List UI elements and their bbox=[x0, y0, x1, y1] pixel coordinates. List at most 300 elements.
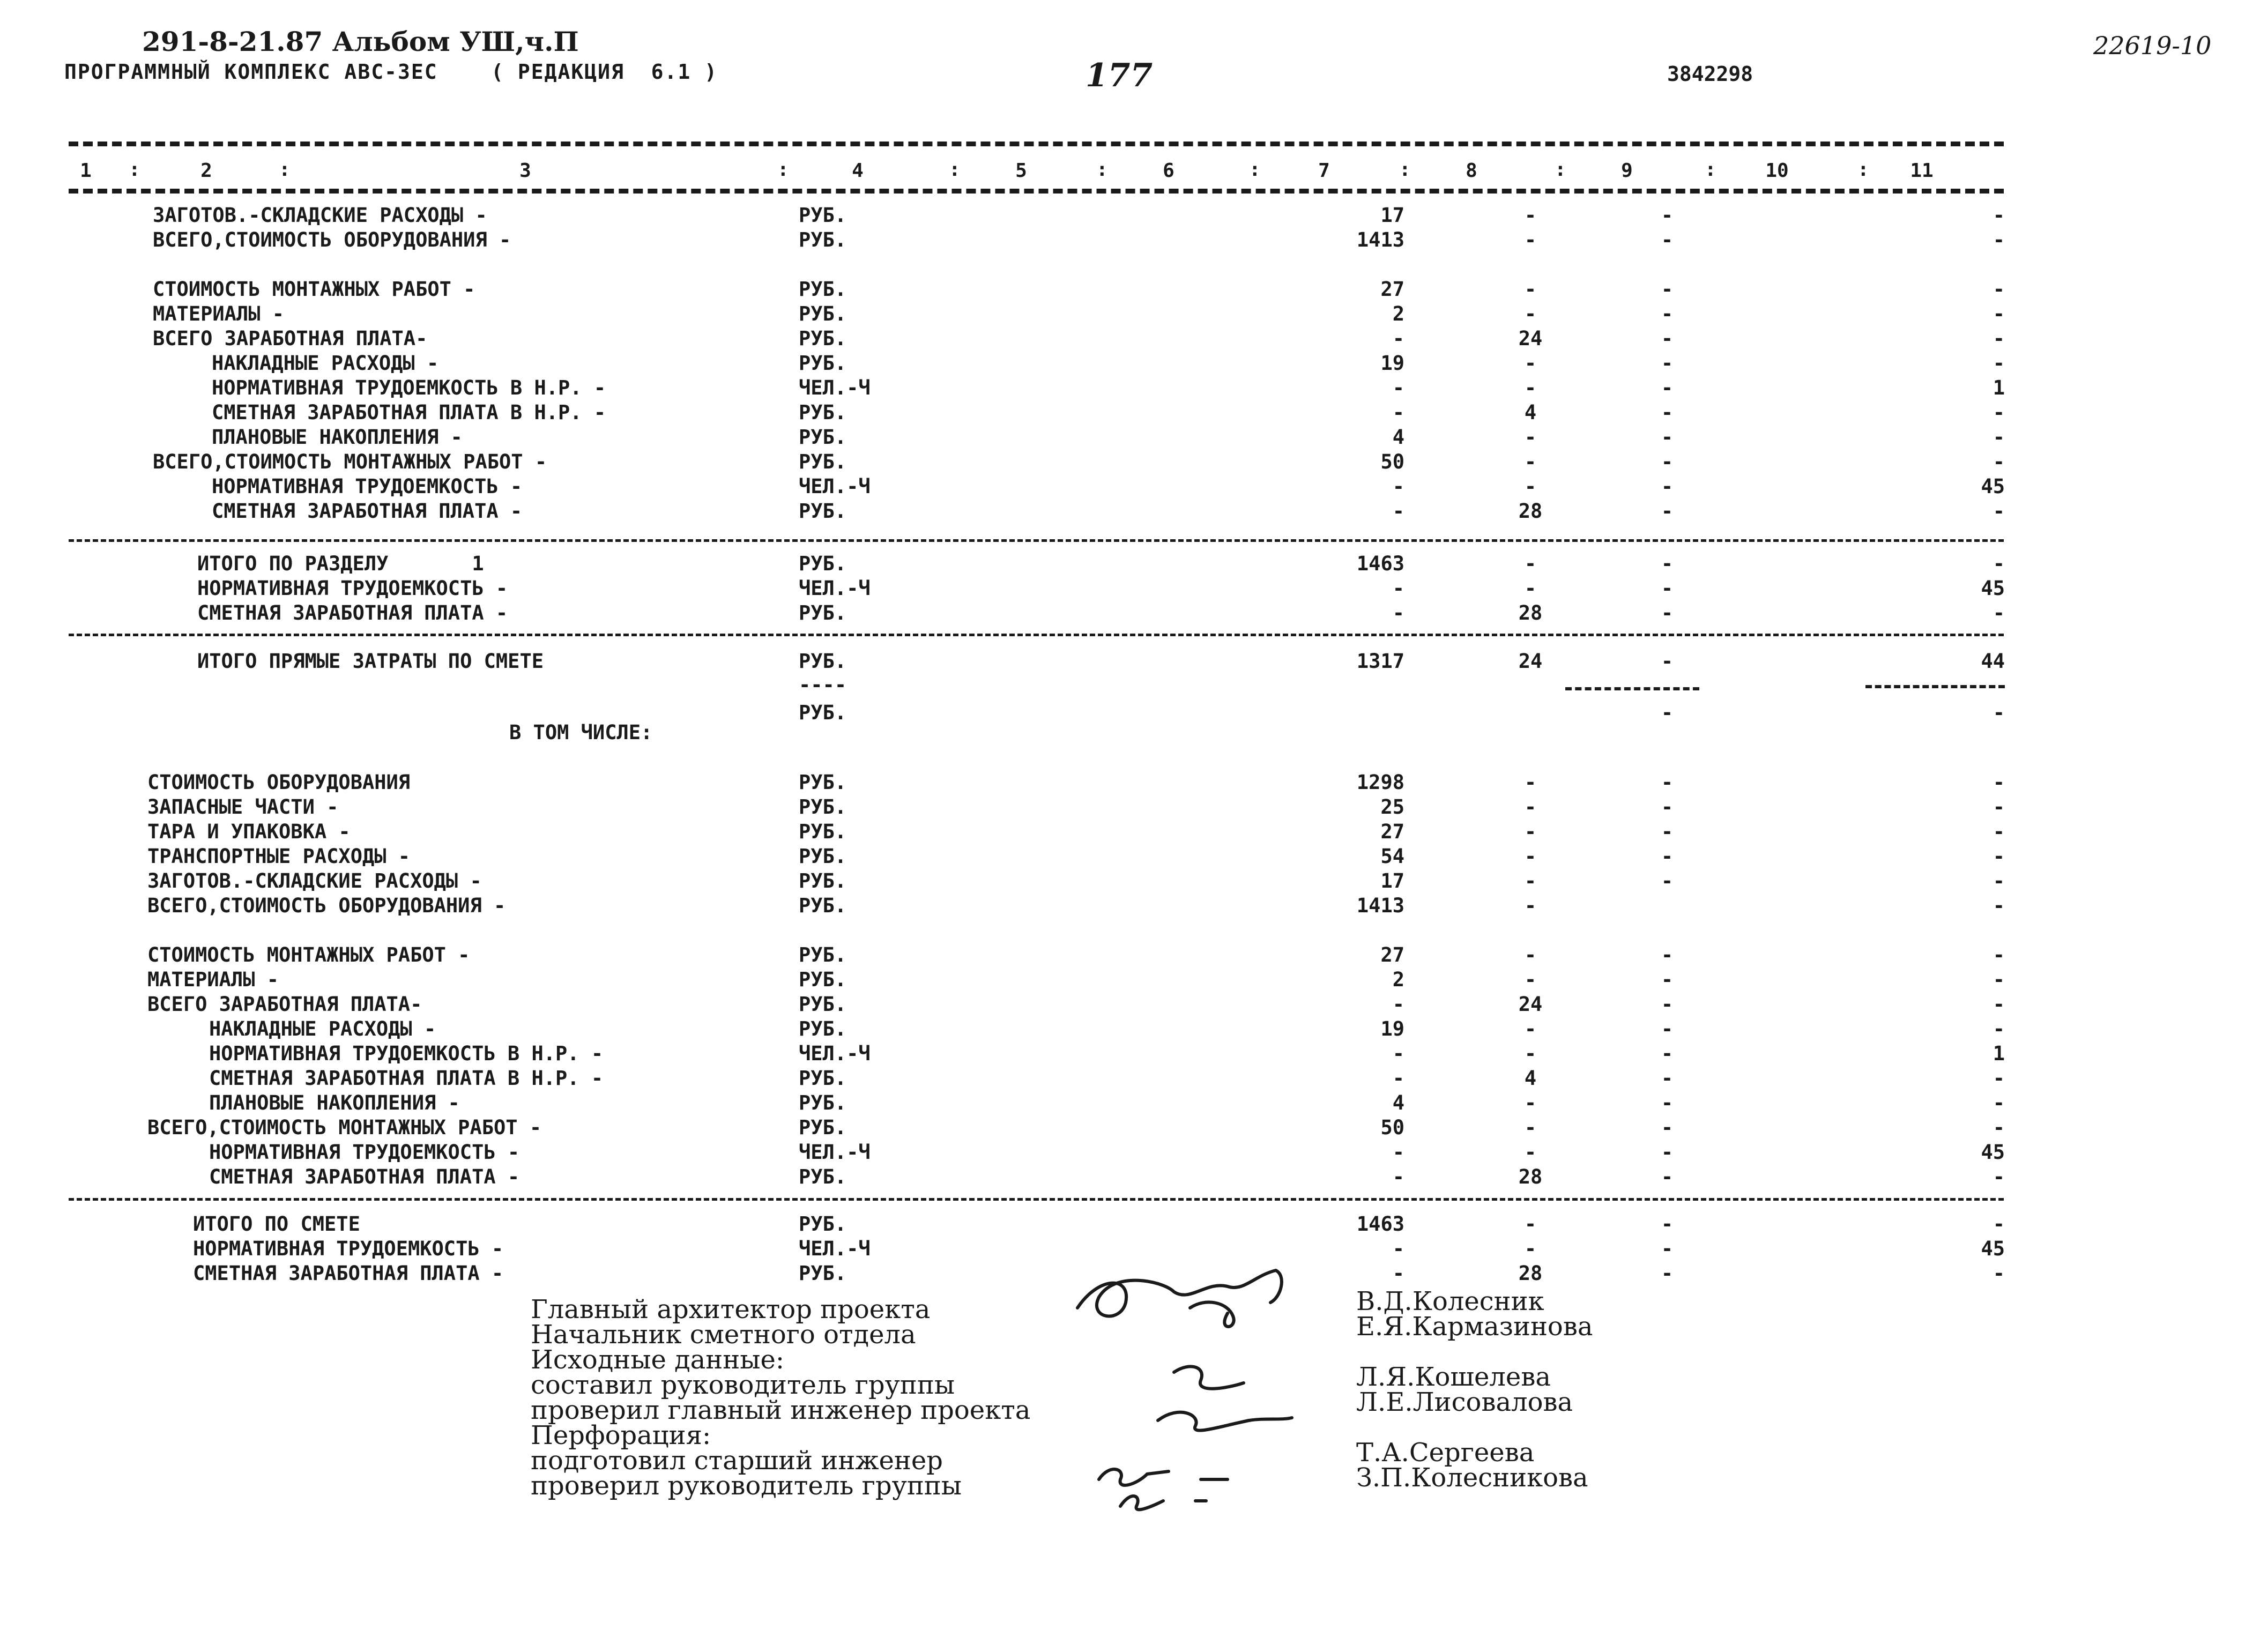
row-col-8: - bbox=[1524, 795, 1537, 818]
column-separator: : bbox=[949, 159, 961, 181]
row-label: ВСЕГО,СТОИМОСТЬ МОНТАЖНЫХ РАБОТ - bbox=[153, 450, 547, 473]
row-col-9: - bbox=[1661, 968, 1674, 991]
row-label: СМЕТНАЯ ЗАРАБОТНАЯ ПЛАТА В Н.Р. - bbox=[209, 1067, 604, 1090]
direct-costs-c9-second: - bbox=[1661, 701, 1674, 724]
row-col-9: - bbox=[1661, 352, 1674, 375]
row-col-11: 45 bbox=[1981, 475, 2005, 498]
table-row bbox=[0, 1141, 2260, 1166]
signature-names bbox=[1356, 1286, 1593, 1493]
table-row bbox=[0, 475, 2260, 501]
row-col-8: - bbox=[1524, 1042, 1537, 1065]
row-col-11: - bbox=[1993, 302, 2005, 325]
table-row bbox=[0, 552, 2260, 578]
table-row bbox=[0, 426, 2260, 451]
row-col-11: - bbox=[1993, 327, 2005, 350]
row-col-9: - bbox=[1661, 552, 1674, 575]
row-label: СМЕТНАЯ ЗАРАБОТНАЯ ПЛАТА - bbox=[212, 500, 523, 523]
row-label: СМЕТНАЯ ЗАРАБОТНАЯ ПЛАТА В Н.Р. - bbox=[212, 401, 606, 424]
column-separator: : bbox=[1249, 159, 1261, 181]
row-col-9: - bbox=[1661, 795, 1674, 818]
table-row bbox=[0, 577, 2260, 602]
row-label: ВСЕГО,СТОИМОСТЬ ОБОРУДОВАНИЯ - bbox=[153, 228, 511, 251]
row-col-8: - bbox=[1524, 450, 1537, 473]
row-label: СМЕТНАЯ ЗАРАБОТНАЯ ПЛАТА - bbox=[209, 1165, 520, 1188]
program-title: ПРОГРАММНЫЙ КОМПЛЕКС АВС-3ЕС ( РЕДАКЦИЯ 6.1 ) bbox=[64, 60, 718, 84]
row-unit: РУБ. bbox=[799, 1212, 847, 1236]
row-label: НОРМАТИВНАЯ ТРУДОЕМКОСТЬ - bbox=[193, 1237, 504, 1260]
sig-name: Л.Я.Кошелева bbox=[1356, 1362, 1551, 1392]
table-row bbox=[0, 500, 2260, 525]
row-label: НАКЛАДНЫЕ РАСХОДЫ - bbox=[212, 352, 439, 375]
row-unit: РУБ. bbox=[799, 426, 847, 449]
row-col-11: - bbox=[1993, 894, 2005, 917]
row-col-11: - bbox=[1993, 552, 2005, 575]
table-row bbox=[0, 845, 2260, 870]
table-row bbox=[0, 894, 2260, 920]
row-col-11: 45 bbox=[1981, 1237, 2005, 1260]
signature-titles bbox=[531, 1294, 1031, 1501]
sig-title: Начальник сметного отдела bbox=[531, 1320, 916, 1350]
row-unit: РУБ. bbox=[799, 771, 847, 794]
row-col-11: - bbox=[1993, 1091, 2005, 1114]
row-label: ЗАГОТОВ.-СКЛАДСКИЕ РАСХОДЫ - bbox=[153, 204, 487, 227]
table-row bbox=[0, 376, 2260, 402]
direct-costs-unit-dash: ---- bbox=[799, 673, 847, 696]
column-header-bottom-rule bbox=[69, 189, 2004, 194]
table-row bbox=[0, 1067, 2260, 1092]
sig-title: составил руководитель группы bbox=[531, 1370, 955, 1400]
document-number: 3842298 bbox=[1667, 62, 1753, 86]
row-col-8: 28 bbox=[1518, 500, 1543, 523]
row-col-8: - bbox=[1524, 894, 1537, 917]
row-label: ИТОГО ПО СМЕТЕ bbox=[193, 1212, 360, 1236]
row-col-11: - bbox=[1993, 204, 2005, 227]
row-col-7: 19 bbox=[1380, 1017, 1404, 1040]
sig-title: Главный архитектор проекта bbox=[531, 1294, 931, 1324]
row-col-8: - bbox=[1524, 869, 1537, 892]
row-label: ВСЕГО ЗАРАБОТНАЯ ПЛАТА- bbox=[147, 993, 422, 1016]
row-col-8: - bbox=[1524, 228, 1537, 251]
column-separator: : bbox=[1857, 159, 1869, 181]
row-label: ВСЕГО,СТОИМОСТЬ МОНТАЖНЫХ РАБОТ - bbox=[147, 1116, 542, 1139]
column-number: 6 bbox=[1163, 160, 1174, 182]
direct-costs-sub-rule-11 bbox=[1865, 685, 2005, 688]
section-total-top-rule bbox=[69, 539, 2004, 542]
table-row bbox=[0, 1091, 2260, 1117]
table-row bbox=[0, 204, 2260, 229]
sig-title: Исходные данные: bbox=[531, 1345, 785, 1375]
direct-costs-unit: РУБ. bbox=[799, 650, 847, 673]
row-col-7: 4 bbox=[1392, 1091, 1404, 1114]
row-unit: ЧЕЛ.-Ч bbox=[799, 475, 871, 498]
row-col-8: - bbox=[1524, 1091, 1537, 1114]
row-label: НОРМАТИВНАЯ ТРУДОЕМКОСТЬ - bbox=[197, 577, 508, 600]
row-col-7: - bbox=[1392, 601, 1404, 624]
row-col-9: - bbox=[1661, 577, 1674, 600]
row-col-9: - bbox=[1661, 993, 1674, 1016]
row-col-8: - bbox=[1524, 771, 1537, 794]
direct-costs-second-row bbox=[0, 701, 2260, 727]
row-label: СТОИМОСТЬ МОНТАЖНЫХ РАБОТ - bbox=[147, 943, 470, 966]
table-row bbox=[0, 327, 2260, 353]
row-col-9: - bbox=[1661, 1212, 1674, 1236]
column-separator: : bbox=[1555, 159, 1566, 181]
column-number: 3 bbox=[519, 160, 531, 182]
direct-costs-c11-second: - bbox=[1993, 701, 2005, 724]
row-col-11: - bbox=[1993, 795, 2005, 818]
table-top-rule bbox=[69, 142, 2004, 146]
row-unit: РУБ. bbox=[799, 795, 847, 818]
row-col-9: - bbox=[1661, 601, 1674, 624]
row-unit: РУБ. bbox=[799, 228, 847, 251]
row-col-8: - bbox=[1524, 1141, 1537, 1164]
row-col-7: - bbox=[1392, 1141, 1404, 1164]
column-number: 1 bbox=[80, 160, 92, 182]
row-col-7: - bbox=[1392, 500, 1404, 523]
row-col-7: 2 bbox=[1392, 968, 1404, 991]
sig-name: Л.Е.Лисовалова bbox=[1356, 1387, 1573, 1417]
row-col-11: - bbox=[1993, 1116, 2005, 1139]
row-unit: РУБ. bbox=[799, 993, 847, 1016]
direct-costs-unit-2: РУБ. bbox=[799, 701, 847, 724]
row-unit: РУБ. bbox=[799, 450, 847, 473]
column-number: 7 bbox=[1318, 160, 1330, 182]
row-col-8: - bbox=[1524, 968, 1537, 991]
row-col-9: - bbox=[1661, 450, 1674, 473]
column-separator: : bbox=[129, 159, 140, 181]
row-col-9: - bbox=[1661, 228, 1674, 251]
row-unit: РУБ. bbox=[799, 894, 847, 917]
column-number: 11 bbox=[1910, 160, 1934, 182]
row-unit: РУБ. bbox=[799, 1091, 847, 1114]
row-label: НАКЛАДНЫЕ РАСХОДЫ - bbox=[209, 1017, 436, 1040]
row-unit: ЧЕЛ.-Ч bbox=[799, 577, 871, 600]
row-col-9: - bbox=[1661, 1017, 1674, 1040]
row-col-8: - bbox=[1524, 552, 1537, 575]
table-row bbox=[0, 450, 2260, 476]
row-unit: РУБ. bbox=[799, 278, 847, 301]
row-unit: РУБ. bbox=[799, 552, 847, 575]
row-unit: РУБ. bbox=[799, 1262, 847, 1285]
row-label: СТОИМОСТЬ ОБОРУДОВАНИЯ bbox=[147, 771, 411, 794]
table-row bbox=[0, 228, 2260, 254]
row-label: МАТЕРИАЛЫ - bbox=[147, 968, 279, 991]
table-row bbox=[0, 771, 2260, 797]
table-row bbox=[0, 820, 2260, 846]
row-col-8: 24 bbox=[1518, 327, 1543, 350]
sig-name: Т.А.Сергеева bbox=[1356, 1438, 1535, 1468]
row-unit: РУБ. bbox=[799, 204, 847, 227]
row-col-7: 27 bbox=[1380, 820, 1404, 843]
row-label: ТАРА И УПАКОВКА - bbox=[147, 820, 351, 843]
table-row bbox=[0, 278, 2260, 303]
row-col-7: 1298 bbox=[1356, 771, 1404, 794]
table-row bbox=[0, 253, 2260, 279]
row-col-7: 27 bbox=[1380, 278, 1404, 301]
row-col-7: - bbox=[1392, 376, 1404, 399]
row-label: НОРМАТИВНАЯ ТРУДОЕМКОСТЬ В Н.Р. - bbox=[209, 1042, 604, 1065]
column-separator: : bbox=[1096, 159, 1108, 181]
handwritten-signatures bbox=[1067, 1265, 1335, 1512]
sig-name bbox=[1356, 1415, 1593, 1440]
row-col-8: - bbox=[1524, 820, 1537, 843]
row-col-9: - bbox=[1661, 1067, 1674, 1090]
row-col-11: - bbox=[1993, 820, 2005, 843]
column-separator: : bbox=[777, 159, 789, 181]
direct-costs-row bbox=[0, 650, 2260, 675]
row-col-7: 54 bbox=[1380, 845, 1404, 868]
row-col-8: - bbox=[1524, 1017, 1537, 1040]
album-reference: 291-8-21.87 Альбом УШ,ч.П bbox=[142, 26, 579, 57]
sig-title: проверил главный инженер проекта bbox=[531, 1395, 1031, 1425]
table-row bbox=[0, 968, 2260, 994]
sig-name: Е.Я.Кармазинова bbox=[1356, 1312, 1593, 1342]
row-label: СТОИМОСТЬ МОНТАЖНЫХ РАБОТ - bbox=[153, 278, 475, 301]
table-row bbox=[0, 401, 2260, 427]
grand-total-top-rule bbox=[69, 1198, 2004, 1201]
row-label: ЗАГОТОВ.-СКЛАДСКИЕ РАСХОДЫ - bbox=[147, 869, 482, 892]
row-unit: ЧЕЛ.-Ч bbox=[799, 376, 871, 399]
direct-costs-sub-rule-9 bbox=[1565, 687, 1699, 690]
row-col-8: - bbox=[1524, 1212, 1537, 1236]
row-col-8: - bbox=[1524, 943, 1537, 966]
sig-title: подготовил старший инженер bbox=[531, 1446, 943, 1476]
row-col-11: - bbox=[1993, 993, 2005, 1016]
row-col-9: - bbox=[1661, 302, 1674, 325]
table-row bbox=[0, 993, 2260, 1018]
row-col-8: 28 bbox=[1518, 601, 1543, 624]
direct-costs-top-rule bbox=[69, 634, 2004, 636]
row-col-7: 17 bbox=[1380, 204, 1404, 227]
table-row bbox=[0, 795, 2260, 821]
row-col-7: 50 bbox=[1380, 1116, 1404, 1139]
table-row bbox=[0, 869, 2260, 895]
row-col-8: - bbox=[1524, 376, 1537, 399]
row-col-7: 1413 bbox=[1356, 894, 1404, 917]
direct-costs-c8: 24 bbox=[1518, 650, 1543, 673]
row-col-8: 24 bbox=[1518, 993, 1543, 1016]
row-col-9: - bbox=[1661, 278, 1674, 301]
row-col-9: - bbox=[1661, 943, 1674, 966]
row-unit: ЧЕЛ.-Ч bbox=[799, 1141, 871, 1164]
row-col-9: - bbox=[1661, 376, 1674, 399]
sig-title: проверил руководитель группы bbox=[531, 1471, 962, 1501]
row-col-8: - bbox=[1524, 426, 1537, 449]
row-unit: РУБ. bbox=[799, 1017, 847, 1040]
row-col-7: - bbox=[1392, 1042, 1404, 1065]
row-label: ТРАНСПОРТНЫЕ РАСХОДЫ - bbox=[147, 845, 411, 868]
direct-costs-c9: - bbox=[1661, 650, 1674, 673]
corner-mark: 22619-10 bbox=[2093, 31, 2212, 60]
row-col-7: - bbox=[1392, 1067, 1404, 1090]
table-row bbox=[0, 1237, 2260, 1263]
row-unit: РУБ. bbox=[799, 601, 847, 624]
row-col-9: - bbox=[1661, 401, 1674, 424]
including-label: В ТОМ ЧИСЛЕ: bbox=[509, 721, 653, 744]
row-col-7: - bbox=[1392, 1165, 1404, 1188]
row-col-9: - bbox=[1661, 327, 1674, 350]
row-unit: РУБ. bbox=[799, 1067, 847, 1090]
row-col-8: - bbox=[1524, 1237, 1537, 1260]
row-label: СМЕТНАЯ ЗАРАБОТНАЯ ПЛАТА - bbox=[197, 601, 508, 624]
table-row bbox=[0, 1212, 2260, 1238]
row-col-11: - bbox=[1993, 352, 2005, 375]
row-unit: РУБ. bbox=[799, 820, 847, 843]
row-col-7: 19 bbox=[1380, 352, 1404, 375]
row-col-7: 4 bbox=[1392, 426, 1404, 449]
row-col-7: 17 bbox=[1380, 869, 1404, 892]
row-unit: РУБ. bbox=[799, 327, 847, 350]
row-col-11: - bbox=[1993, 228, 2005, 251]
row-label: НОРМАТИВНАЯ ТРУДОЕМКОСТЬ В Н.Р. - bbox=[212, 376, 606, 399]
row-unit: РУБ. bbox=[799, 401, 847, 424]
row-col-11: - bbox=[1993, 450, 2005, 473]
row-col-11: - bbox=[1993, 869, 2005, 892]
table-row bbox=[0, 601, 2260, 627]
row-col-11: - bbox=[1993, 771, 2005, 794]
row-col-8: - bbox=[1524, 845, 1537, 868]
row-col-8: 4 bbox=[1524, 1067, 1537, 1090]
row-col-9: - bbox=[1661, 1141, 1674, 1164]
row-col-11: - bbox=[1993, 1067, 2005, 1090]
row-label: СМЕТНАЯ ЗАРАБОТНАЯ ПЛАТА - bbox=[193, 1262, 504, 1285]
row-label: ПЛАНОВЫЕ НАКОПЛЕНИЯ - bbox=[209, 1091, 460, 1114]
row-col-8: - bbox=[1524, 204, 1537, 227]
row-col-9: - bbox=[1661, 426, 1674, 449]
sig-name: З.П.Колесникова bbox=[1356, 1463, 1588, 1493]
row-col-9: - bbox=[1661, 820, 1674, 843]
table-row bbox=[0, 1017, 2260, 1043]
column-separator: : bbox=[1399, 159, 1411, 181]
row-col-9: - bbox=[1661, 845, 1674, 868]
row-col-8: - bbox=[1524, 302, 1537, 325]
row-label: ЗАПАСНЫЕ ЧАСТИ - bbox=[147, 795, 339, 818]
row-label: НОРМАТИВНАЯ ТРУДОЕМКОСТЬ - bbox=[212, 475, 523, 498]
table-row bbox=[0, 1165, 2260, 1191]
column-number: 8 bbox=[1466, 160, 1477, 182]
row-col-9: - bbox=[1661, 1237, 1674, 1260]
row-col-11: - bbox=[1993, 1262, 2005, 1285]
row-col-8: - bbox=[1524, 352, 1537, 375]
direct-costs-c7: 1317 bbox=[1356, 650, 1404, 673]
row-col-11: - bbox=[1993, 943, 2005, 966]
row-col-7: - bbox=[1392, 1262, 1404, 1285]
table-row bbox=[0, 1042, 2260, 1068]
row-col-11: - bbox=[1993, 426, 2005, 449]
column-number: 9 bbox=[1621, 160, 1633, 182]
row-col-9: - bbox=[1661, 869, 1674, 892]
row-unit: РУБ. bbox=[799, 1116, 847, 1139]
row-col-11: - bbox=[1993, 845, 2005, 868]
row-col-7: 2 bbox=[1392, 302, 1404, 325]
row-unit: РУБ. bbox=[799, 968, 847, 991]
row-col-7: 25 bbox=[1380, 795, 1404, 818]
row-unit: РУБ. bbox=[799, 869, 847, 892]
sig-name: В.Д.Колесник bbox=[1356, 1286, 1544, 1316]
row-col-11: 1 bbox=[1993, 1042, 2005, 1065]
column-number: 5 bbox=[1015, 160, 1027, 182]
direct-costs-label: ИТОГО ПРЯМЫЕ ЗАТРАТЫ ПО СМЕТЕ bbox=[197, 650, 544, 673]
column-number: 10 bbox=[1765, 160, 1789, 182]
direct-costs-c11: 44 bbox=[1981, 650, 2005, 673]
row-col-7: - bbox=[1392, 577, 1404, 600]
row-unit: РУБ. bbox=[799, 845, 847, 868]
row-col-9: - bbox=[1661, 1165, 1674, 1188]
row-col-11: 45 bbox=[1981, 577, 2005, 600]
row-col-7: - bbox=[1392, 401, 1404, 424]
row-col-8: 28 bbox=[1518, 1165, 1543, 1188]
row-label: ИТОГО ПО РАЗДЕЛУ 1 bbox=[197, 552, 484, 575]
table-row bbox=[0, 1116, 2260, 1142]
sig-name bbox=[1356, 1340, 1593, 1365]
row-col-9: - bbox=[1661, 1091, 1674, 1114]
row-col-9: - bbox=[1661, 1116, 1674, 1139]
row-unit: ЧЕЛ.-Ч bbox=[799, 1237, 871, 1260]
column-separator: : bbox=[1705, 159, 1716, 181]
row-col-8: - bbox=[1524, 475, 1537, 498]
row-col-9: - bbox=[1661, 500, 1674, 523]
row-unit: РУБ. bbox=[799, 352, 847, 375]
row-col-11: - bbox=[1993, 1212, 2005, 1236]
row-unit: РУБ. bbox=[799, 500, 847, 523]
table-row bbox=[0, 352, 2260, 377]
row-col-7: - bbox=[1392, 327, 1404, 350]
row-col-7: - bbox=[1392, 475, 1404, 498]
row-col-11: - bbox=[1993, 1017, 2005, 1040]
column-number: 4 bbox=[852, 160, 864, 182]
row-col-7: 1413 bbox=[1356, 228, 1404, 251]
row-col-8: - bbox=[1524, 278, 1537, 301]
row-col-11: - bbox=[1993, 278, 2005, 301]
row-col-11: 1 bbox=[1993, 376, 2005, 399]
row-col-8: - bbox=[1524, 577, 1537, 600]
row-col-9: - bbox=[1661, 1262, 1674, 1285]
row-unit: ЧЕЛ.-Ч bbox=[799, 1042, 871, 1065]
column-number: 2 bbox=[200, 160, 212, 182]
row-col-9: - bbox=[1661, 1042, 1674, 1065]
column-separator: : bbox=[279, 159, 291, 181]
row-unit: РУБ. bbox=[799, 1165, 847, 1188]
row-col-9: - bbox=[1661, 771, 1674, 794]
row-col-7: 1463 bbox=[1356, 552, 1404, 575]
row-label: НОРМАТИВНАЯ ТРУДОЕМКОСТЬ - bbox=[209, 1141, 520, 1164]
row-col-7: - bbox=[1392, 993, 1404, 1016]
row-unit: РУБ. bbox=[799, 302, 847, 325]
row-label: МАТЕРИАЛЫ - bbox=[153, 302, 285, 325]
row-unit: РУБ. bbox=[799, 943, 847, 966]
row-col-9: - bbox=[1661, 204, 1674, 227]
sig-title: Перфорация: bbox=[531, 1420, 711, 1450]
row-col-11: - bbox=[1993, 968, 2005, 991]
row-col-7: 1463 bbox=[1356, 1212, 1404, 1236]
row-label: ПЛАНОВЫЕ НАКОПЛЕНИЯ - bbox=[212, 426, 463, 449]
row-col-7: 27 bbox=[1380, 943, 1404, 966]
row-col-11: - bbox=[1993, 1165, 2005, 1188]
row-col-11: - bbox=[1993, 500, 2005, 523]
row-col-11: - bbox=[1993, 601, 2005, 624]
row-col-7: 50 bbox=[1380, 450, 1404, 473]
table-row bbox=[0, 302, 2260, 328]
row-col-9: - bbox=[1661, 475, 1674, 498]
row-col-11: - bbox=[1993, 401, 2005, 424]
table-row bbox=[0, 919, 2260, 944]
row-col-8: 4 bbox=[1524, 401, 1537, 424]
row-label: ВСЕГО ЗАРАБОТНАЯ ПЛАТА- bbox=[153, 327, 428, 350]
row-col-11: 45 bbox=[1981, 1141, 2005, 1164]
row-label: ВСЕГО,СТОИМОСТЬ ОБОРУДОВАНИЯ - bbox=[147, 894, 506, 917]
row-col-8: 28 bbox=[1518, 1262, 1543, 1285]
row-col-8: - bbox=[1524, 1116, 1537, 1139]
